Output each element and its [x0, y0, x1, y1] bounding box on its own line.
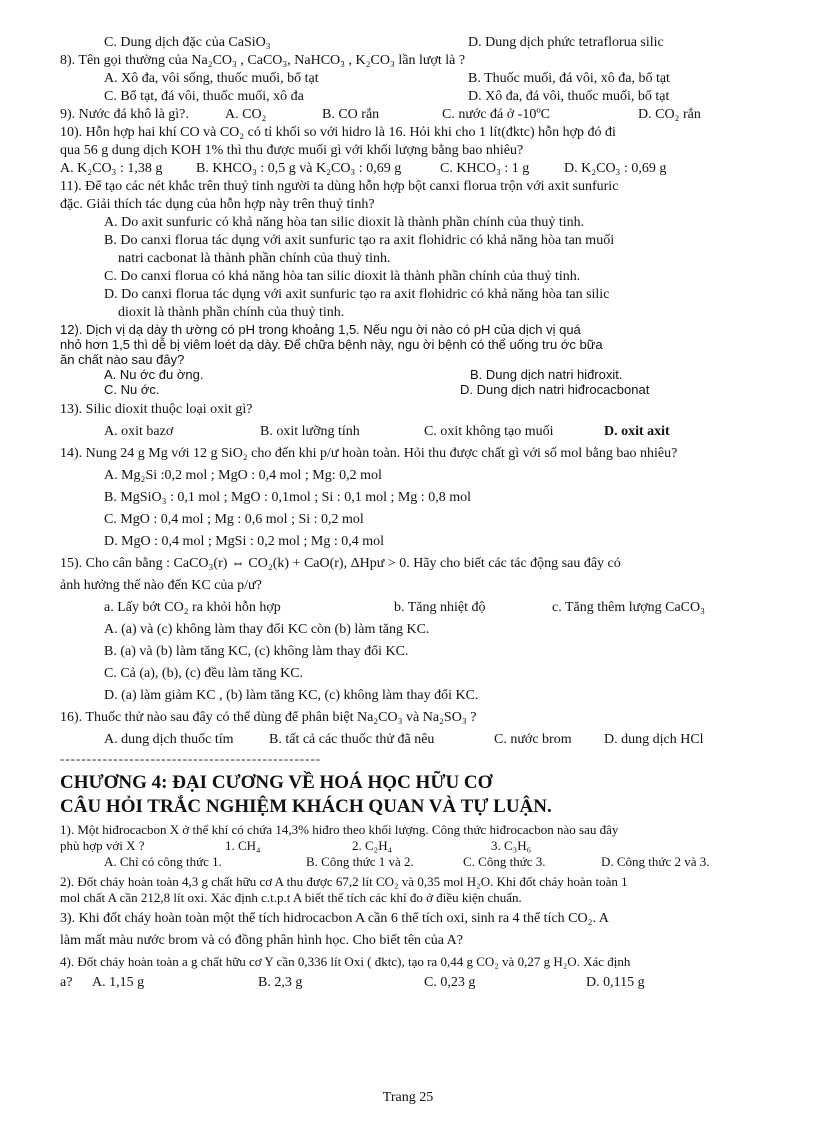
question-9: [60, 106, 760, 124]
formula-1: 1. CH₄: [225, 838, 261, 853]
p3-line-2: làm mất màu nước brom và có đồng phân hình học. Cho biết tên của A?: [60, 933, 464, 948]
chapter-title: CHƯƠNG 4: ĐẠI CƯƠNG VỀ HOÁ HỌC HỮU CƠ: [60, 772, 493, 793]
option-a: A. dung dịch thuốc tím: [104, 732, 234, 747]
question-10-line-1: 10). Hỗn hợp hai khí CO và CO₂ có tỉ khối so với hidro là 16. Hỏi khi cho 1 lít(đktc) hỗn hợp đó đi: [60, 125, 616, 140]
q14-option-c: C. MgO : 0,4 mol ; Mg : 0,6 mol ; Si : 0,2 mol: [104, 512, 364, 527]
option-d: D. CO₂ rắn: [638, 107, 701, 122]
q8-options-row-2: [60, 88, 760, 106]
option-a: A. Chỉ có công thức 1.: [104, 854, 222, 869]
p4-options-row: [60, 974, 760, 992]
option-a: A. oxit bazơ: [104, 424, 174, 439]
option-d: D. Dung dịch phức tetraflorua silic: [468, 35, 664, 50]
option-c: C. Dung dịch đặc của CaSiO₃: [104, 35, 271, 50]
q8-options-row-1: [60, 70, 760, 88]
action-a: a. Lấy bớt CO₂ ra khỏi hỗn hợp: [104, 600, 281, 615]
option-d: D. Công thức 2 và 3.: [601, 854, 710, 869]
option-c: C. 0,23 g: [424, 975, 476, 990]
p2-line-2: mol chất A cần 212,8 lít oxi. Xác định c.t.p.t A biết thể tích các khí đo ở điều kiện chuẩn.: [60, 890, 522, 905]
p4-line-2: a?: [60, 975, 73, 990]
question-15-line-1: 15). Cho cân bằng : CaCO₃(r) ⇔ CO₂(k) + CaO(r), ΔHpư > 0. Hãy cho biết các tác động sau đây có: [60, 556, 621, 571]
q14-option-d: D. MgO : 0,4 mol ; MgSi : 0,2 mol ; Mg : 0,4 mol: [104, 534, 385, 549]
q13-options-row: [60, 423, 760, 441]
q15-option-c: C. Cả (a), (b), (c) đều làm tăng KC.: [104, 666, 304, 681]
q11-option-c: C. Do canxi florua có khả năng hòa tan silic dioxit là thành phần chính của thuỷ tinh.: [104, 269, 581, 284]
option-a: A. Xô đa, vôi sống, thuốc muối, bổ tạt: [104, 71, 319, 86]
option-b: B. CO rắn: [322, 107, 380, 122]
q15-option-b: B. (a) và (b) làm tăng KC, (c) không làm thay đổi KC.: [104, 644, 409, 659]
q10-options-row: [60, 160, 760, 178]
q14-option-b: B. MgSiO₃ : 0,1 mol ; MgO : 0,1mol ; Si : 0,1 mol ; Mg : 0,8 mol: [104, 490, 471, 505]
q11-option-a: A. Do axit sunfuric có khả năng hòa tan silic dioxit là thành phần chính của thuỷ tinh.: [104, 215, 585, 230]
question-10-line-2: qua 56 g dung dịch KOH 1% thì thu được muối gì với khối lượng bằng bao nhiêu?: [60, 143, 524, 158]
option-b: B. tất cả các thuốc thử đã nêu: [269, 732, 435, 747]
option-b: B. KHCO₃ : 0,5 g và K₂CO₃ : 0,69 g: [196, 161, 402, 176]
q7-options-row: [60, 34, 760, 52]
question-11-line-2: đặc. Giải thích tác dụng của hỗn hợp này trên thuỷ tinh?: [60, 197, 375, 212]
q11-option-b-line-1: B. Do canxi florua tác dụng với axit sunfuric tạo ra axit flohidric có khả năng hòa tan muối: [104, 233, 615, 248]
q11-option-b-line-2: natri cacbonat là thành phần chính của thuỷ tinh.: [118, 251, 391, 266]
question-13: 13). Silic dioxit thuộc loại oxit gì?: [60, 402, 253, 417]
option-b: B. Dung dịch natri hiđroxit.: [470, 367, 623, 382]
q11-option-d-line-2: dioxit là thành phần chính của thuỷ tinh.: [118, 305, 345, 320]
option-d: D. oxit axit: [604, 424, 670, 439]
q12-options-row-1: [60, 367, 760, 382]
p1-line-2-text: phù hợp với X ?: [60, 838, 145, 853]
action-c: c. Tăng thêm lượng CaCO₃: [552, 600, 705, 615]
question-8: 8). Tên gọi thường của Na₂CO₃ , CaCO₃, NaHCO₃ , K₂CO₃ lần lượt là ?: [60, 53, 466, 68]
separator-line: -------------------------------------------------: [60, 751, 322, 766]
p1-line-2: [60, 838, 760, 854]
option-c: C. Công thức 3.: [463, 854, 546, 869]
q11-option-d-line-1: D. Do canxi florua tác dụng với axit sunfuric tạo ra axit flohidric có khả năng hòa tan silic: [104, 287, 610, 302]
option-c: C. Bổ tạt, đá vôi, thuốc muối, xô đa: [104, 89, 304, 104]
option-c: C. KHCO₃ : 1 g: [440, 161, 530, 176]
section-title: CÂU HỎI TRẮC NGHIỆM KHÁCH QUAN VÀ TỰ LUẬN.: [60, 796, 552, 817]
question-9-text: 9). Nước đá khô là gì?.: [60, 107, 189, 122]
option-b: B. oxit lưỡng tính: [260, 424, 360, 439]
formula-3: 3. C₃H₆: [491, 838, 532, 853]
p2-line-1: 2). Đốt cháy hoàn toàn 4,3 g chất hữu cơ A thu được 67,2 lít CO₂ và 0,35 mol H₂O. Khi đốt cháy hoàn toàn 1: [60, 874, 628, 889]
p3-line-1: 3). Khi đốt cháy hoàn toàn một thể tích hidrocacbon A cần 6 thể tích oxi, sinh ra 4 thể tích CO₂. A: [60, 911, 609, 926]
option-a: A. K₂CO₃ : 1,38 g: [60, 161, 163, 176]
option-b: B. 2,3 g: [258, 975, 303, 990]
p4-line-1: 4). Đốt cháy hoàn toàn a g chất hữu cơ Y cần 0,336 lít Oxi ( đktc), tạo ra 0,44 g CO₂ và 0,27 g H₂O. Xác định: [60, 954, 631, 969]
question-12-line-1: 12). Dịch vị dạ dày th ường có pH trong khoảng 1,5. Nếu ngu ời nào có pH của dịch vị quá: [60, 322, 581, 337]
option-b: B. Thuốc muối, đá vôi, xô đa, bổ tạt: [468, 71, 670, 86]
page-number: Trang 25: [382, 1090, 434, 1105]
p1-line-1: 1). Một hiđrocacbon X ở thể khí có chứa 14,3% hiđro theo khối lượng. Công thức hiđrocacbon nào sau đây: [60, 822, 619, 837]
option-a: A. CO₂: [225, 107, 267, 122]
option-a: A. Nu ớc đu ờng.: [104, 367, 204, 382]
formula-2: 2. C₂H₄: [352, 838, 393, 853]
action-b: b. Tăng nhiệt độ: [394, 600, 486, 615]
question-11-line-1: 11). Để tạo các nét khắc trên thuỷ tinh người ta dùng hỗn hợp bột canxi florua trộn với axit sunfuric: [60, 179, 619, 194]
question-12-line-3: ăn chất nào sau đây?: [60, 352, 185, 367]
option-d: D. K₂CO₃ : 0,69 g: [564, 161, 667, 176]
q15-option-d: D. (a) làm giảm KC , (b) làm tăng KC, (c) không làm thay đổi KC.: [104, 688, 479, 703]
option-c: C. Nu ớc.: [104, 382, 160, 397]
option-b: B. Công thức 1 và 2.: [306, 854, 414, 869]
document-page: [60, 34, 760, 992]
option-a: A. 1,15 g: [92, 975, 145, 990]
q15-option-a: A. (a) và (c) không làm thay đổi KC còn (b) làm tăng KC.: [104, 622, 430, 637]
question-12-line-2: nhỏ hơn 1,5 thì dễ bị viêm loét dạ dày. Để chữa bệnh này, ngu ời bệnh có thể uống tru ớc bữa: [60, 337, 603, 352]
option-d: D. Xô đa, đá vôi, thuốc muối, bổ tạt: [468, 89, 670, 104]
option-d: D. dung dịch HCl: [604, 732, 704, 747]
option-c: C. nước brom: [494, 732, 572, 747]
option-d: D. Dung dịch natri hiđrocacbonat: [460, 382, 650, 397]
question-14: 14). Nung 24 g Mg với 12 g SiO₂ cho đến khi p/ư hoàn toàn. Hỏi thu được chất gì với số mol bằng bao nhiêu?: [60, 446, 678, 461]
q16-options-row: [60, 731, 760, 749]
option-c: C. nước đá ở -10ºC: [442, 107, 551, 122]
p1-options-row: [60, 854, 760, 870]
option-c: C. oxit không tạo muối: [424, 424, 554, 439]
q15-actions-row: [60, 599, 760, 617]
question-15-line-2: ảnh hưởng thế nào đến KC của p/ư?: [60, 578, 262, 593]
option-d: D. 0,115 g: [586, 975, 645, 990]
question-16: 16). Thuốc thử nào sau đây có thể dùng để phân biệt Na₂CO₃ và Na₂SO₃ ?: [60, 710, 477, 725]
q12-options-row-2: [60, 382, 760, 397]
q14-option-a: A. Mg₂Si :0,2 mol ; MgO : 0,4 mol ; Mg: 0,2 mol: [104, 468, 382, 483]
